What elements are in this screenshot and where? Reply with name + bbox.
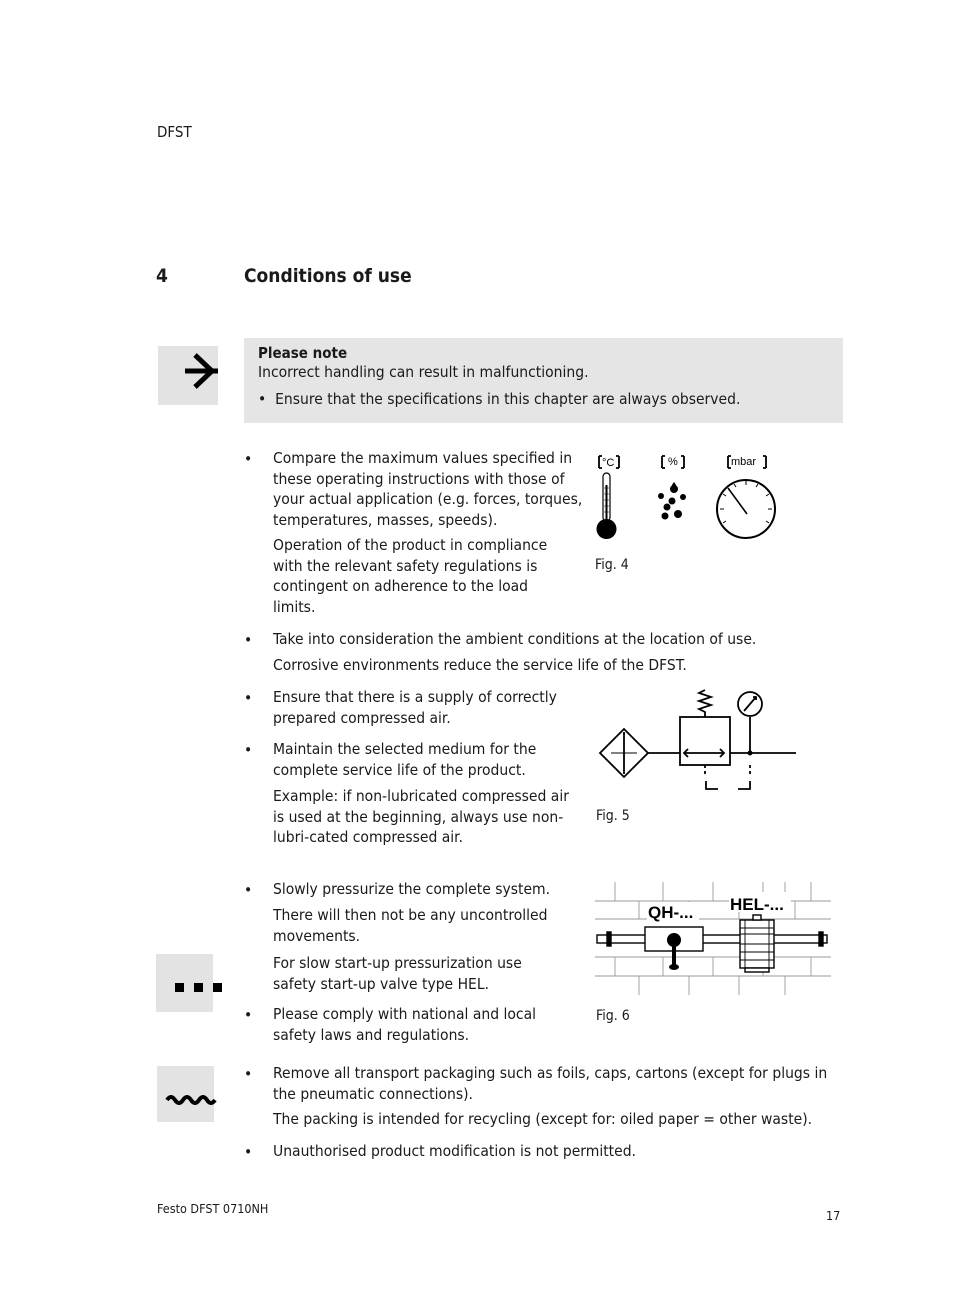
bullet: •: [244, 1143, 253, 1161]
packaging-text: Remove all transport packaging such as foils, caps, cartons (except for plugs in the pneumatic connections).: [273, 1064, 828, 1103]
fig4-graphic: [592, 450, 792, 550]
page-number: 17: [826, 1208, 841, 1223]
note-title: Please note: [258, 344, 348, 362]
pressurize-subtext-1: There will then not be any uncontrolled movements.: [273, 906, 548, 945]
packaging-subtext: The packing is intended for recycling (except for: oiled paper = other waste).: [273, 1110, 813, 1128]
fig4-caption: Fig. 4: [595, 557, 629, 573]
fig5-caption: Fig. 5: [596, 808, 630, 824]
note-bullet: [258, 390, 740, 408]
medium-text: Maintain the selected medium for the complete service life of the product.: [273, 740, 537, 779]
bullet: •: [244, 741, 253, 759]
document-code: DFST: [157, 123, 192, 141]
supply-text: Ensure that there is a supply of correctly prepared compressed air.: [273, 688, 557, 727]
hel-label: HEL-...: [730, 895, 784, 914]
compare-text: Compare the maximum values specified in these operating instructions with those of your actual application (e.g. forces, torques, temperatures, masses, speeds).: [273, 449, 583, 529]
section-number: 4: [156, 265, 168, 287]
fig6-graphic: [595, 880, 835, 1000]
medium-subtext: Example: if non-lubricated compressed air is used at the beginning, always use non-lubri-cated compressed air.: [273, 787, 569, 847]
unit-humidity: %: [668, 456, 678, 468]
bullet: •: [244, 631, 253, 649]
bullet: •: [244, 450, 253, 468]
fig5-graphic: [596, 686, 800, 796]
section-title: Conditions of use: [244, 265, 412, 287]
humidity-drops-icon: [658, 482, 686, 520]
footer-document-id: Festo DFST 0710NH: [157, 1201, 269, 1216]
note-arrow-icon: [158, 346, 218, 405]
pressurize-subtext-2: For slow start-up pressurization use safety start-up valve type HEL.: [273, 954, 522, 993]
bullet: •: [244, 689, 253, 707]
bullet: •: [244, 881, 253, 899]
bullet: •: [244, 1006, 253, 1024]
laws-text: Please comply with national and local safety laws and regulations.: [273, 1005, 536, 1044]
note-text: Incorrect handling can result in malfunctioning.: [258, 363, 589, 381]
regulator-symbol-icon: [680, 717, 730, 765]
unit-pressure: mbar: [731, 456, 757, 468]
pressure-gauge-icon: [717, 480, 775, 538]
note-bullet-text: Ensure that the specifications in this chapter are always observed.: [275, 390, 741, 408]
environment-wave-icon: [157, 1066, 214, 1122]
modification-text: Unauthorised product modification is not permitted.: [273, 1142, 636, 1160]
thermometer-icon: [597, 473, 617, 539]
ambient-subtext: Corrosive environments reduce the service life of the DFST.: [273, 656, 687, 674]
bullet: •: [244, 1065, 253, 1083]
qh-label: QH-...: [648, 903, 694, 922]
bullet: •: [258, 390, 267, 408]
compare-subtext: Operation of the product in compliance with the relevant safety regulations is contingent on adherence to the load limits.: [273, 536, 548, 616]
three-squares-marks: [156, 954, 226, 1012]
unit-temp: °C: [602, 457, 615, 469]
fig6-caption: Fig. 6: [596, 1008, 630, 1024]
pressurize-text: Slowly pressurize the complete system.: [273, 880, 551, 898]
ambient-text: Take into consideration the ambient conditions at the location of use.: [273, 630, 757, 648]
